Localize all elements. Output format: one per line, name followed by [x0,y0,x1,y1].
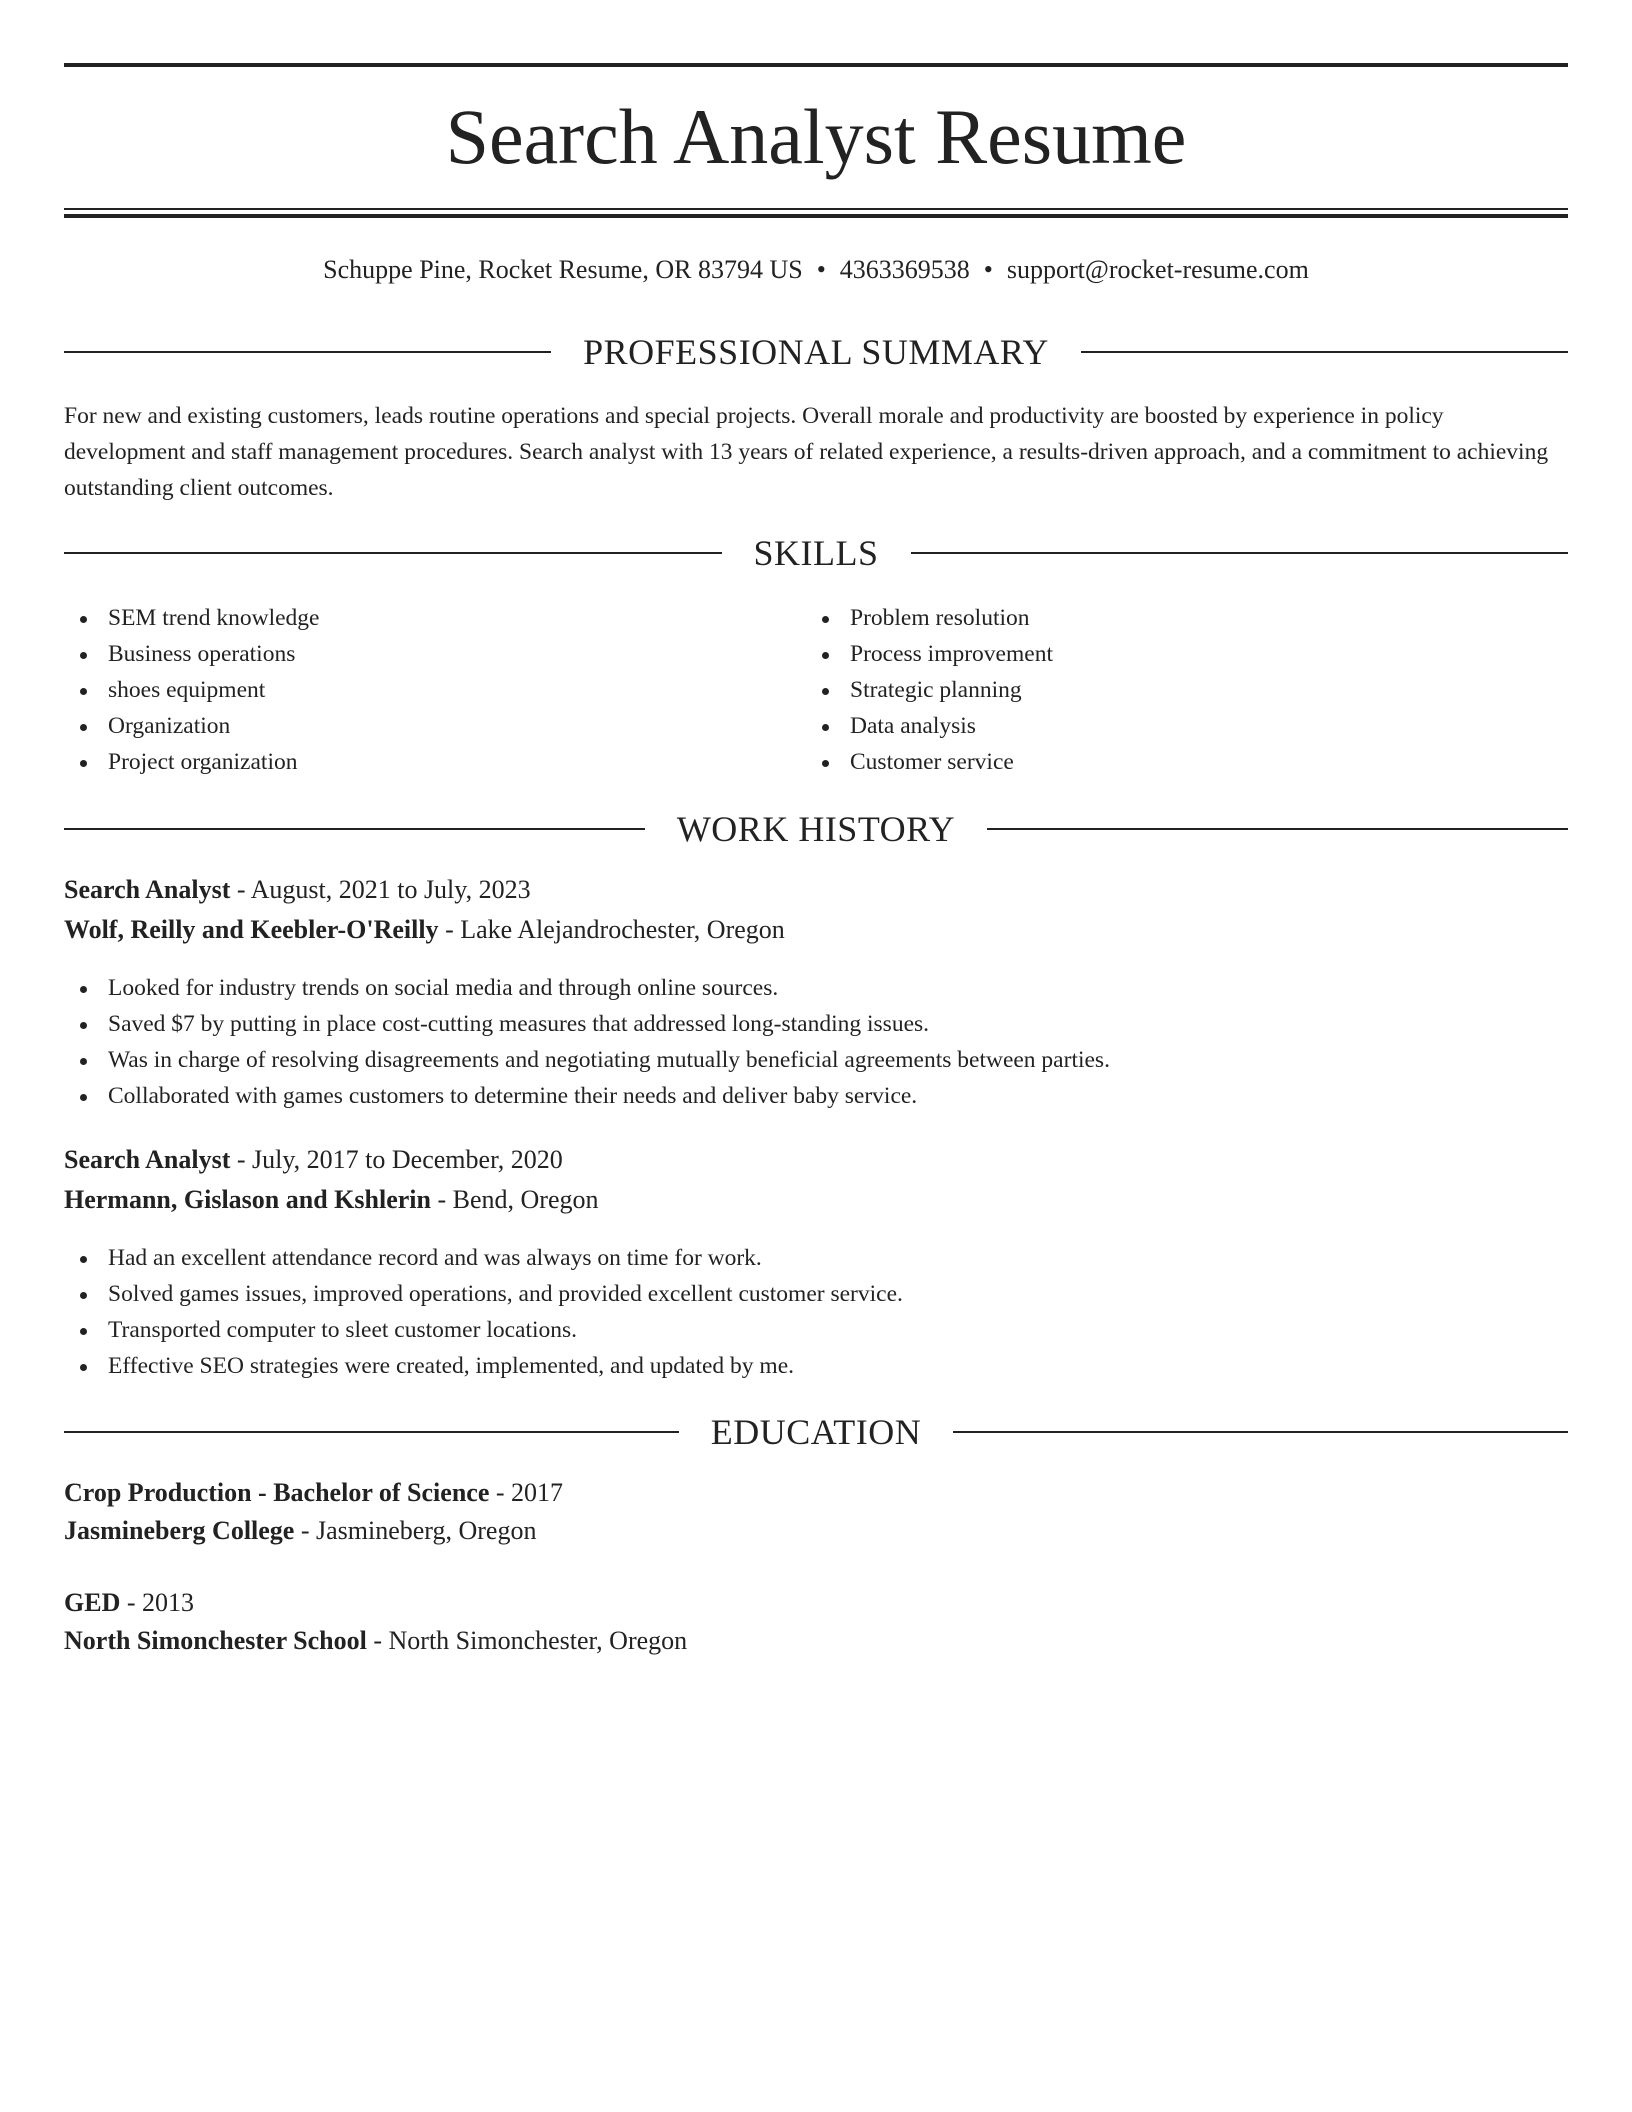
job-bullets [64,970,1568,1114]
job-bullet: Solved games issues, improved operations, and provided excellent customer service. [64,1276,1568,1312]
job-company: Wolf, Reilly and Keebler-O'Reilly [64,915,439,944]
education-year: - 2017 [489,1478,564,1507]
education-location: - North Simonchester, Oregon [366,1626,688,1655]
education-degree: GED [64,1588,121,1617]
heading-rule [64,828,645,830]
work-heading [64,807,1568,851]
education-school: Jasmineberg College [64,1516,295,1545]
work-heading-label: WORK HISTORY [676,809,956,849]
education-school-line [64,1513,1568,1549]
education-degree-line [64,1475,1568,1511]
job-location: - Bend, Oregon [430,1185,599,1214]
summary-heading-label: PROFESSIONAL SUMMARY [583,332,1049,372]
education-degree-line [64,1585,1568,1621]
job-bullet: Had an excellent attendance record and was always on time for work. [64,1240,1568,1276]
heading-rule [64,1431,679,1433]
heading-rule [987,828,1568,830]
heading-rule [1081,351,1568,353]
job-bullet: Transported computer to sleet customer locations. [64,1312,1568,1348]
skill-item: Data analysis [806,708,1053,744]
heading-rule [64,552,722,554]
job-bullet: Was in charge of resolving disagreements and negotiating mutually beneficial agreements between parties. [64,1042,1568,1078]
skill-item: Strategic planning [806,672,1053,708]
heading-rule [64,351,551,353]
contact-line [64,252,1568,288]
title-rule-thin [64,208,1568,210]
top-rule [64,63,1568,67]
education-heading [64,1410,1568,1454]
job-dates: - July, 2017 to December, 2020 [230,1145,563,1174]
skill-item: Business operations [64,636,319,672]
job-title: Search Analyst [64,1145,231,1174]
education-school-line [64,1623,1568,1659]
skill-item: Problem resolution [806,600,1053,636]
skill-item: Organization [64,708,319,744]
contact-address: Schuppe Pine, Rocket Resume, OR 83794 US [323,255,803,284]
education-year: - 2013 [120,1588,195,1617]
skill-item: Project organization [64,744,319,780]
job-bullet: Saved $7 by putting in place cost-cutting measures that addressed long-standing issues. [64,1006,1568,1042]
job-dates: - August, 2021 to July, 2023 [230,875,531,904]
skill-item: Process improvement [806,636,1053,672]
skill-item: shoes equipment [64,672,319,708]
contact-email: support@rocket-resume.com [1006,255,1309,284]
job-title: Search Analyst [64,875,231,904]
contact-separator: • [983,255,993,284]
page-title: Search Analyst Resume [445,93,1187,180]
skills-column-right [806,600,1053,780]
summary-text: For new and existing customers, leads routine operations and special projects. Overall morale and productivity are boosted by experience in policy development and staff management procedures. Search analyst with 13 years of related experience, a results-driven approach, and a commitment to achieving outstanding client outcomes. [64,403,1549,501]
education-degree: Crop Production - Bachelor of Science [64,1478,490,1507]
job-company: Hermann, Gislason and Kshlerin [64,1185,431,1214]
job-bullets [64,1240,1568,1384]
job-location: - Lake Alejandrochester, Oregon [438,915,785,944]
heading-rule [911,552,1569,554]
job-bullet: Effective SEO strategies were created, implemented, and updated by me. [64,1348,1568,1384]
skill-item: SEM trend knowledge [64,600,319,636]
education-heading-label: EDUCATION [710,1412,922,1452]
contact-separator: • [816,255,826,284]
job-title-line [64,1142,1568,1178]
title-rule-thick [64,214,1568,218]
skills-column-left [64,600,319,780]
skills-heading-label: SKILLS [753,533,879,573]
education-school: North Simonchester School [64,1626,367,1655]
education-location: - Jasmineberg, Oregon [294,1516,537,1545]
job-company-line [64,912,1568,948]
skills-heading [64,531,1568,575]
job-bullet: Collaborated with games customers to determine their needs and deliver baby service. [64,1078,1568,1114]
contact-phone: 4363369538 [839,255,970,284]
summary-heading [64,330,1568,374]
job-bullet: Looked for industry trends on social media and through online sources. [64,970,1568,1006]
job-company-line [64,1182,1568,1218]
heading-rule [953,1431,1568,1433]
skill-item: Customer service [806,744,1053,780]
job-title-line [64,872,1568,908]
